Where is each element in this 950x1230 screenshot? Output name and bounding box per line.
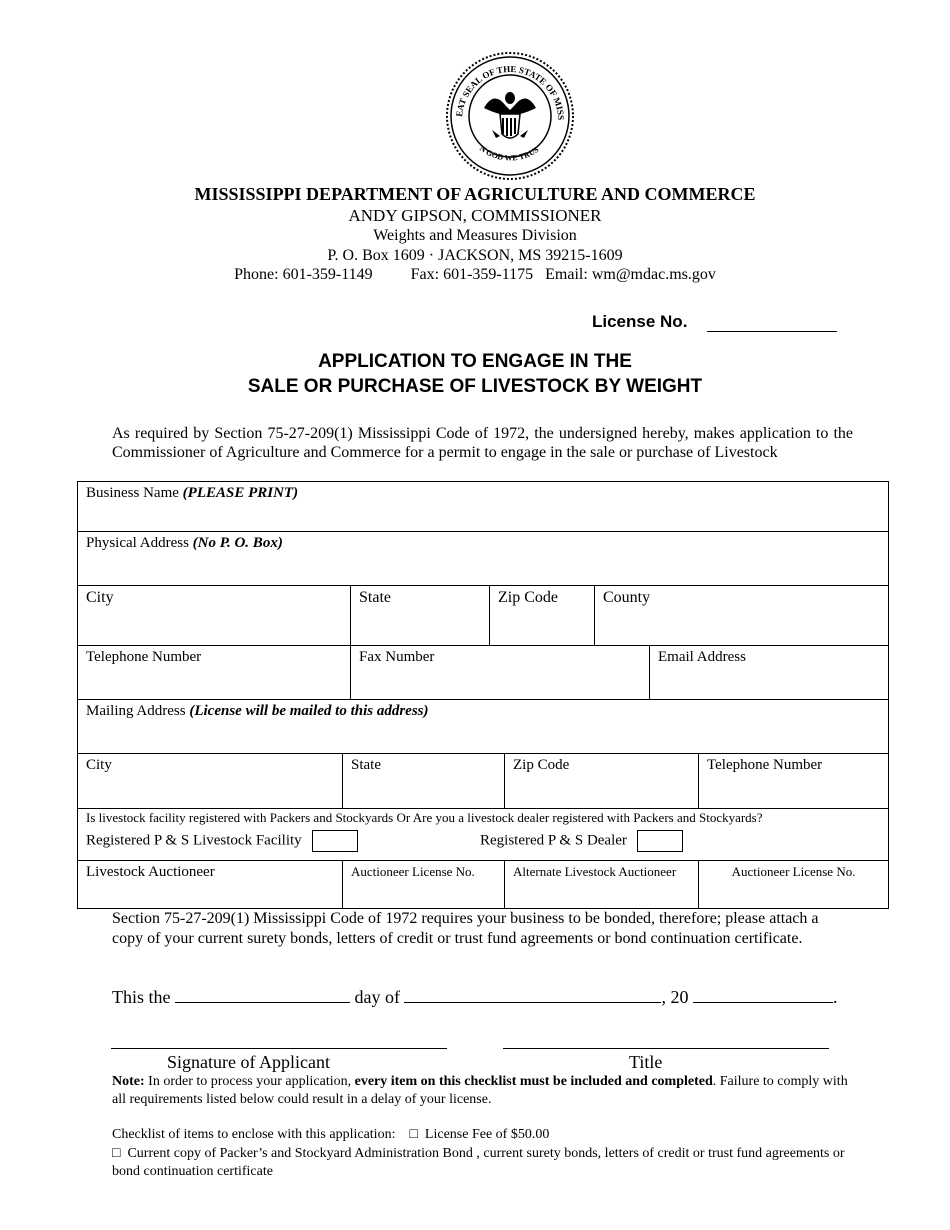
business-name-note: (PLEASE PRINT) bbox=[182, 485, 299, 501]
license-fee-item: License Fee of $50.00 bbox=[424, 1127, 550, 1142]
phone-number: Phone: 601-359-1149 bbox=[234, 266, 373, 283]
physical-address-note: (No P. O. Box) bbox=[192, 535, 283, 551]
business-name-field[interactable] bbox=[78, 482, 889, 532]
auctioneer-label: Livestock Auctioneer bbox=[86, 864, 215, 880]
business-name-label: Business Name bbox=[86, 485, 179, 501]
zip-code-label: Zip Code bbox=[498, 589, 558, 606]
year-label: , 20 bbox=[661, 987, 689, 1007]
email-contact: Email: wm@mdac.ms.gov bbox=[545, 266, 716, 283]
state-seal bbox=[444, 50, 576, 182]
intro-paragraph: As required by Section 75-27-209(1) Mississippi Code of 1972, the undersigned hereby, makes application to the Commissioner of Agriculture and Commerce for a permit to engage in the sale or purchase of Livestock bbox=[112, 425, 853, 461]
alt-auctioneer-label: Alternate Livestock Auctioneer bbox=[513, 864, 677, 879]
ps-facility-label: Registered P & S Livestock Facility bbox=[86, 832, 302, 849]
state-label: State bbox=[359, 589, 391, 606]
alt-auctioneer-license-field[interactable] bbox=[699, 861, 889, 909]
signature-label: Signature of Applicant bbox=[167, 1052, 330, 1072]
email-label: Email Address bbox=[658, 649, 746, 665]
telephone-field[interactable] bbox=[78, 646, 351, 700]
ps-facility-checkbox[interactable] bbox=[312, 830, 358, 852]
mailing-zip-field[interactable] bbox=[505, 754, 699, 809]
note-emphasis: every item on this checklist must be included and completed bbox=[354, 1074, 713, 1089]
note-text-end: . Failure to comply with all requirements listed below could result in a delay of your license. bbox=[112, 1074, 848, 1107]
physical-address-label: Physical Address bbox=[86, 535, 189, 551]
alt-auctioneer-license-label: Auctioneer License No. bbox=[731, 864, 856, 879]
date-end-period: . bbox=[832, 987, 838, 1007]
mailing-state-field[interactable] bbox=[343, 754, 505, 809]
mailing-telephone-field[interactable] bbox=[699, 754, 889, 809]
license-number bbox=[592, 312, 837, 332]
email-field[interactable] bbox=[650, 646, 889, 700]
department-name: MISSISSIPPI DEPARTMENT OF AGRICULTURE AND COMMERCE bbox=[194, 184, 756, 204]
city-field[interactable] bbox=[78, 586, 351, 646]
checklist-bond-item bbox=[112, 1145, 852, 1181]
county-field[interactable] bbox=[595, 586, 889, 646]
fax-label: Fax Number bbox=[359, 649, 435, 665]
mailing-address: P. O. Box 1609 · JACKSON, MS 39215-1609 bbox=[327, 247, 623, 264]
form-title-line1: APPLICATION TO ENGAGE IN THE bbox=[318, 351, 632, 372]
application-form-table bbox=[77, 481, 889, 909]
fax-number: Fax: 601-359-1175 bbox=[410, 266, 534, 283]
commissioner-name: ANDY GIPSON, COMMISSIONER bbox=[348, 206, 602, 225]
checklist-line bbox=[112, 1127, 549, 1143]
note-label: Note: bbox=[112, 1074, 145, 1089]
physical-address-field[interactable] bbox=[78, 532, 889, 586]
svg-text:IN GOD WE TRUST: N GOD WE TRUS bbox=[477, 143, 541, 163]
division-name: Weights and Measures Division bbox=[373, 227, 577, 244]
mailing-address-note: (License will be mailed to this address) bbox=[189, 703, 429, 719]
mailing-state-label: State bbox=[351, 757, 381, 773]
month-blank[interactable] bbox=[404, 986, 661, 1003]
note-text: In order to process your application, bbox=[144, 1074, 355, 1089]
auctioneer-license-field[interactable] bbox=[343, 861, 505, 909]
bond-paragraph: Section 75-27-209(1) Mississippi Code of 1972 requires your business to be bonded, therefore; please attach a copy of your current surety bonds, letters of credit or trust fund agreements or bond continuation certificate. bbox=[112, 910, 819, 947]
alt-auctioneer-field[interactable] bbox=[505, 861, 699, 909]
mailing-address-field[interactable] bbox=[78, 700, 889, 754]
license-fee-checkbox[interactable]: □ bbox=[409, 1127, 418, 1142]
day-blank[interactable] bbox=[175, 986, 350, 1003]
mailing-telephone-label: Telephone Number bbox=[707, 757, 823, 773]
bond-checkbox[interactable]: □ bbox=[112, 1146, 121, 1161]
svg-text:THE GREAT SEAL OF THE STATE OF: EAT SEAL OF THE STATE OF MISS bbox=[454, 63, 567, 121]
mailing-city-field[interactable] bbox=[78, 754, 343, 809]
mailing-address-label: Mailing Address bbox=[86, 703, 186, 719]
county-label: County bbox=[603, 589, 651, 606]
this-the-label: This the bbox=[112, 987, 171, 1007]
packers-stockyards-section bbox=[78, 809, 889, 861]
bond-item-text: Current copy of Packer’s and Stockyard Administration Bond , current surety bonds, letters of credit or trust fund agreements or bond continuation certificate bbox=[112, 1146, 845, 1179]
city-label: City bbox=[86, 589, 114, 606]
title-line[interactable] bbox=[503, 1048, 829, 1049]
auctioneer-license-label: Auctioneer License No. bbox=[351, 864, 475, 879]
license-number-blank[interactable] bbox=[707, 315, 837, 332]
ps-question: Is livestock facility registered with Packers and Stockyards Or Are you a livestock dealer registered with Packers and Stockyards? bbox=[86, 810, 763, 825]
date-line bbox=[112, 986, 837, 1008]
form-title-line2: SALE OR PURCHASE OF LIVESTOCK BY WEIGHT bbox=[247, 376, 703, 397]
title-label: Title bbox=[629, 1052, 663, 1072]
mailing-city-label: City bbox=[86, 757, 112, 773]
year-blank[interactable] bbox=[693, 986, 833, 1003]
auctioneer-field[interactable] bbox=[78, 861, 343, 909]
ps-dealer-label: Registered P & S Dealer bbox=[480, 832, 627, 849]
ps-dealer-checkbox[interactable] bbox=[637, 830, 683, 852]
signature-line[interactable] bbox=[111, 1048, 447, 1049]
note-paragraph bbox=[112, 1073, 862, 1109]
checklist-label: Checklist of items to enclose with this application: bbox=[112, 1127, 396, 1142]
telephone-label: Telephone Number bbox=[86, 649, 202, 665]
fax-field[interactable] bbox=[351, 646, 650, 700]
state-field[interactable] bbox=[351, 586, 490, 646]
license-label: License No. bbox=[592, 312, 688, 331]
zip-code-field[interactable] bbox=[490, 586, 595, 646]
mailing-zip-label: Zip Code bbox=[513, 757, 570, 773]
day-of-label: day of bbox=[354, 987, 400, 1007]
contact-line bbox=[0, 266, 950, 284]
